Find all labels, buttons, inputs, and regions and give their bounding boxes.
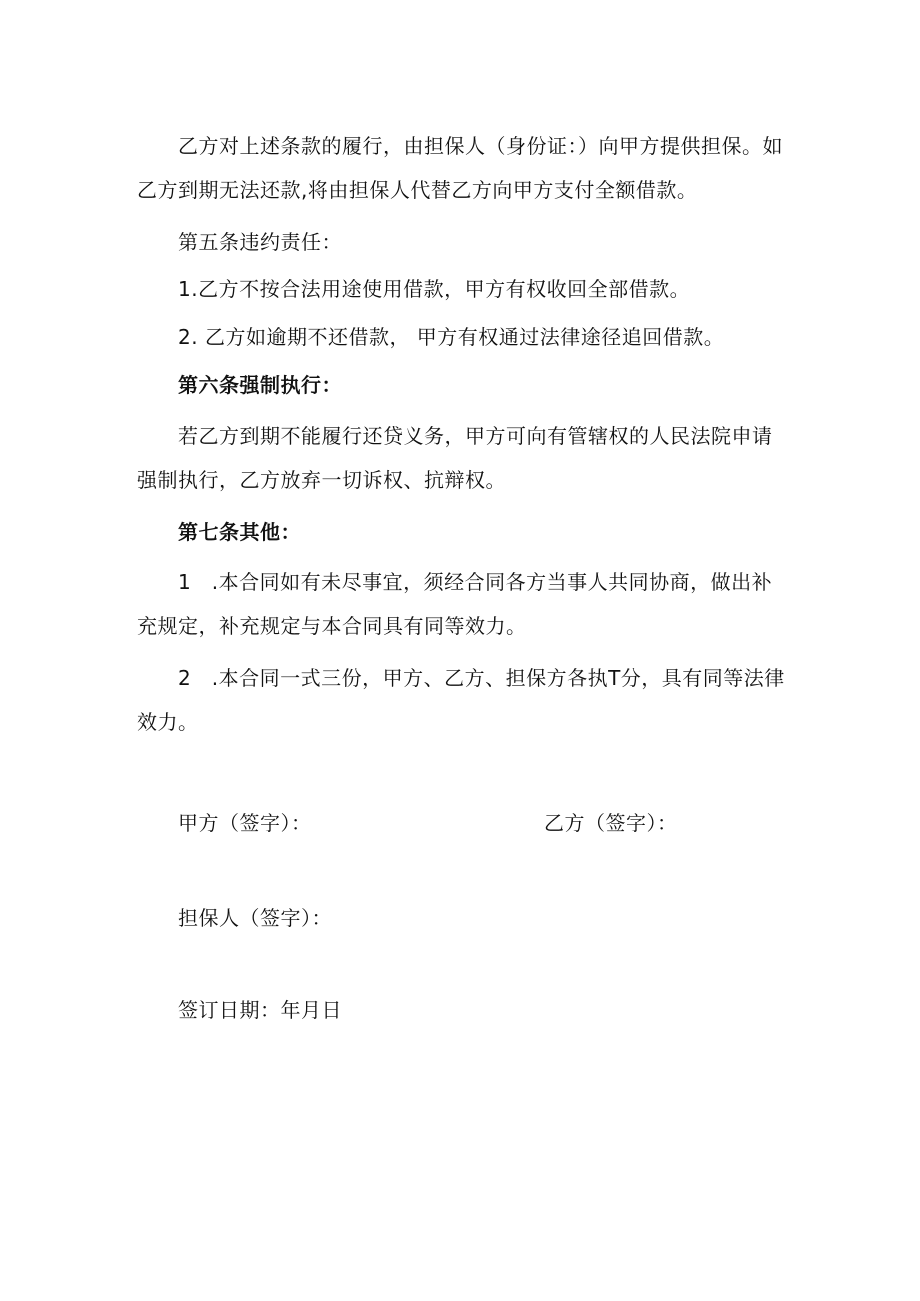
signing-date-label: 签订日期：年月日 xyxy=(178,998,342,1022)
article5-title: 第五条违约责任： xyxy=(178,230,342,254)
article5-item1: 1.乙方不按合法用途使用借款，甲方有权收回全部借款。 xyxy=(178,277,691,301)
article5-item2: 2. 乙方如逾期不还借款， 甲方有权通过法律途径追回借款。 xyxy=(178,325,725,349)
party-b-signature-label: 乙方（签字）： xyxy=(544,811,678,835)
article7-item1: 1 .本合同如有未尽事宜，须经合同各方当事人共同协商，做出补充规定，补充规定与本合同具有同等效力。 xyxy=(137,570,773,638)
article6-paragraph: 若乙方到期不能履行还贷义务，甲方可向有管辖权的人民法院申请强制执行，乙方放弃一切诉权、抗辩权。 xyxy=(137,424,773,492)
article7-title: 第七条其他： xyxy=(178,520,301,544)
party-a-signature-label: 甲方（签字）： xyxy=(178,811,312,835)
guarantor-signature-label: 担保人（签字）： xyxy=(178,906,332,930)
article7-item2: 2 .本合同一式三份，甲方、乙方、担保方各执T分，具有同等法律效力。 xyxy=(137,666,785,734)
guarantee-paragraph: 乙方对上述条款的履行，由担保人（身份证：）向甲方提供担保。如乙方到期无法还款,将由担保人代替乙方向甲方支付全额借款。 xyxy=(137,134,783,202)
article6-title: 第六条强制执行： xyxy=(178,373,342,397)
